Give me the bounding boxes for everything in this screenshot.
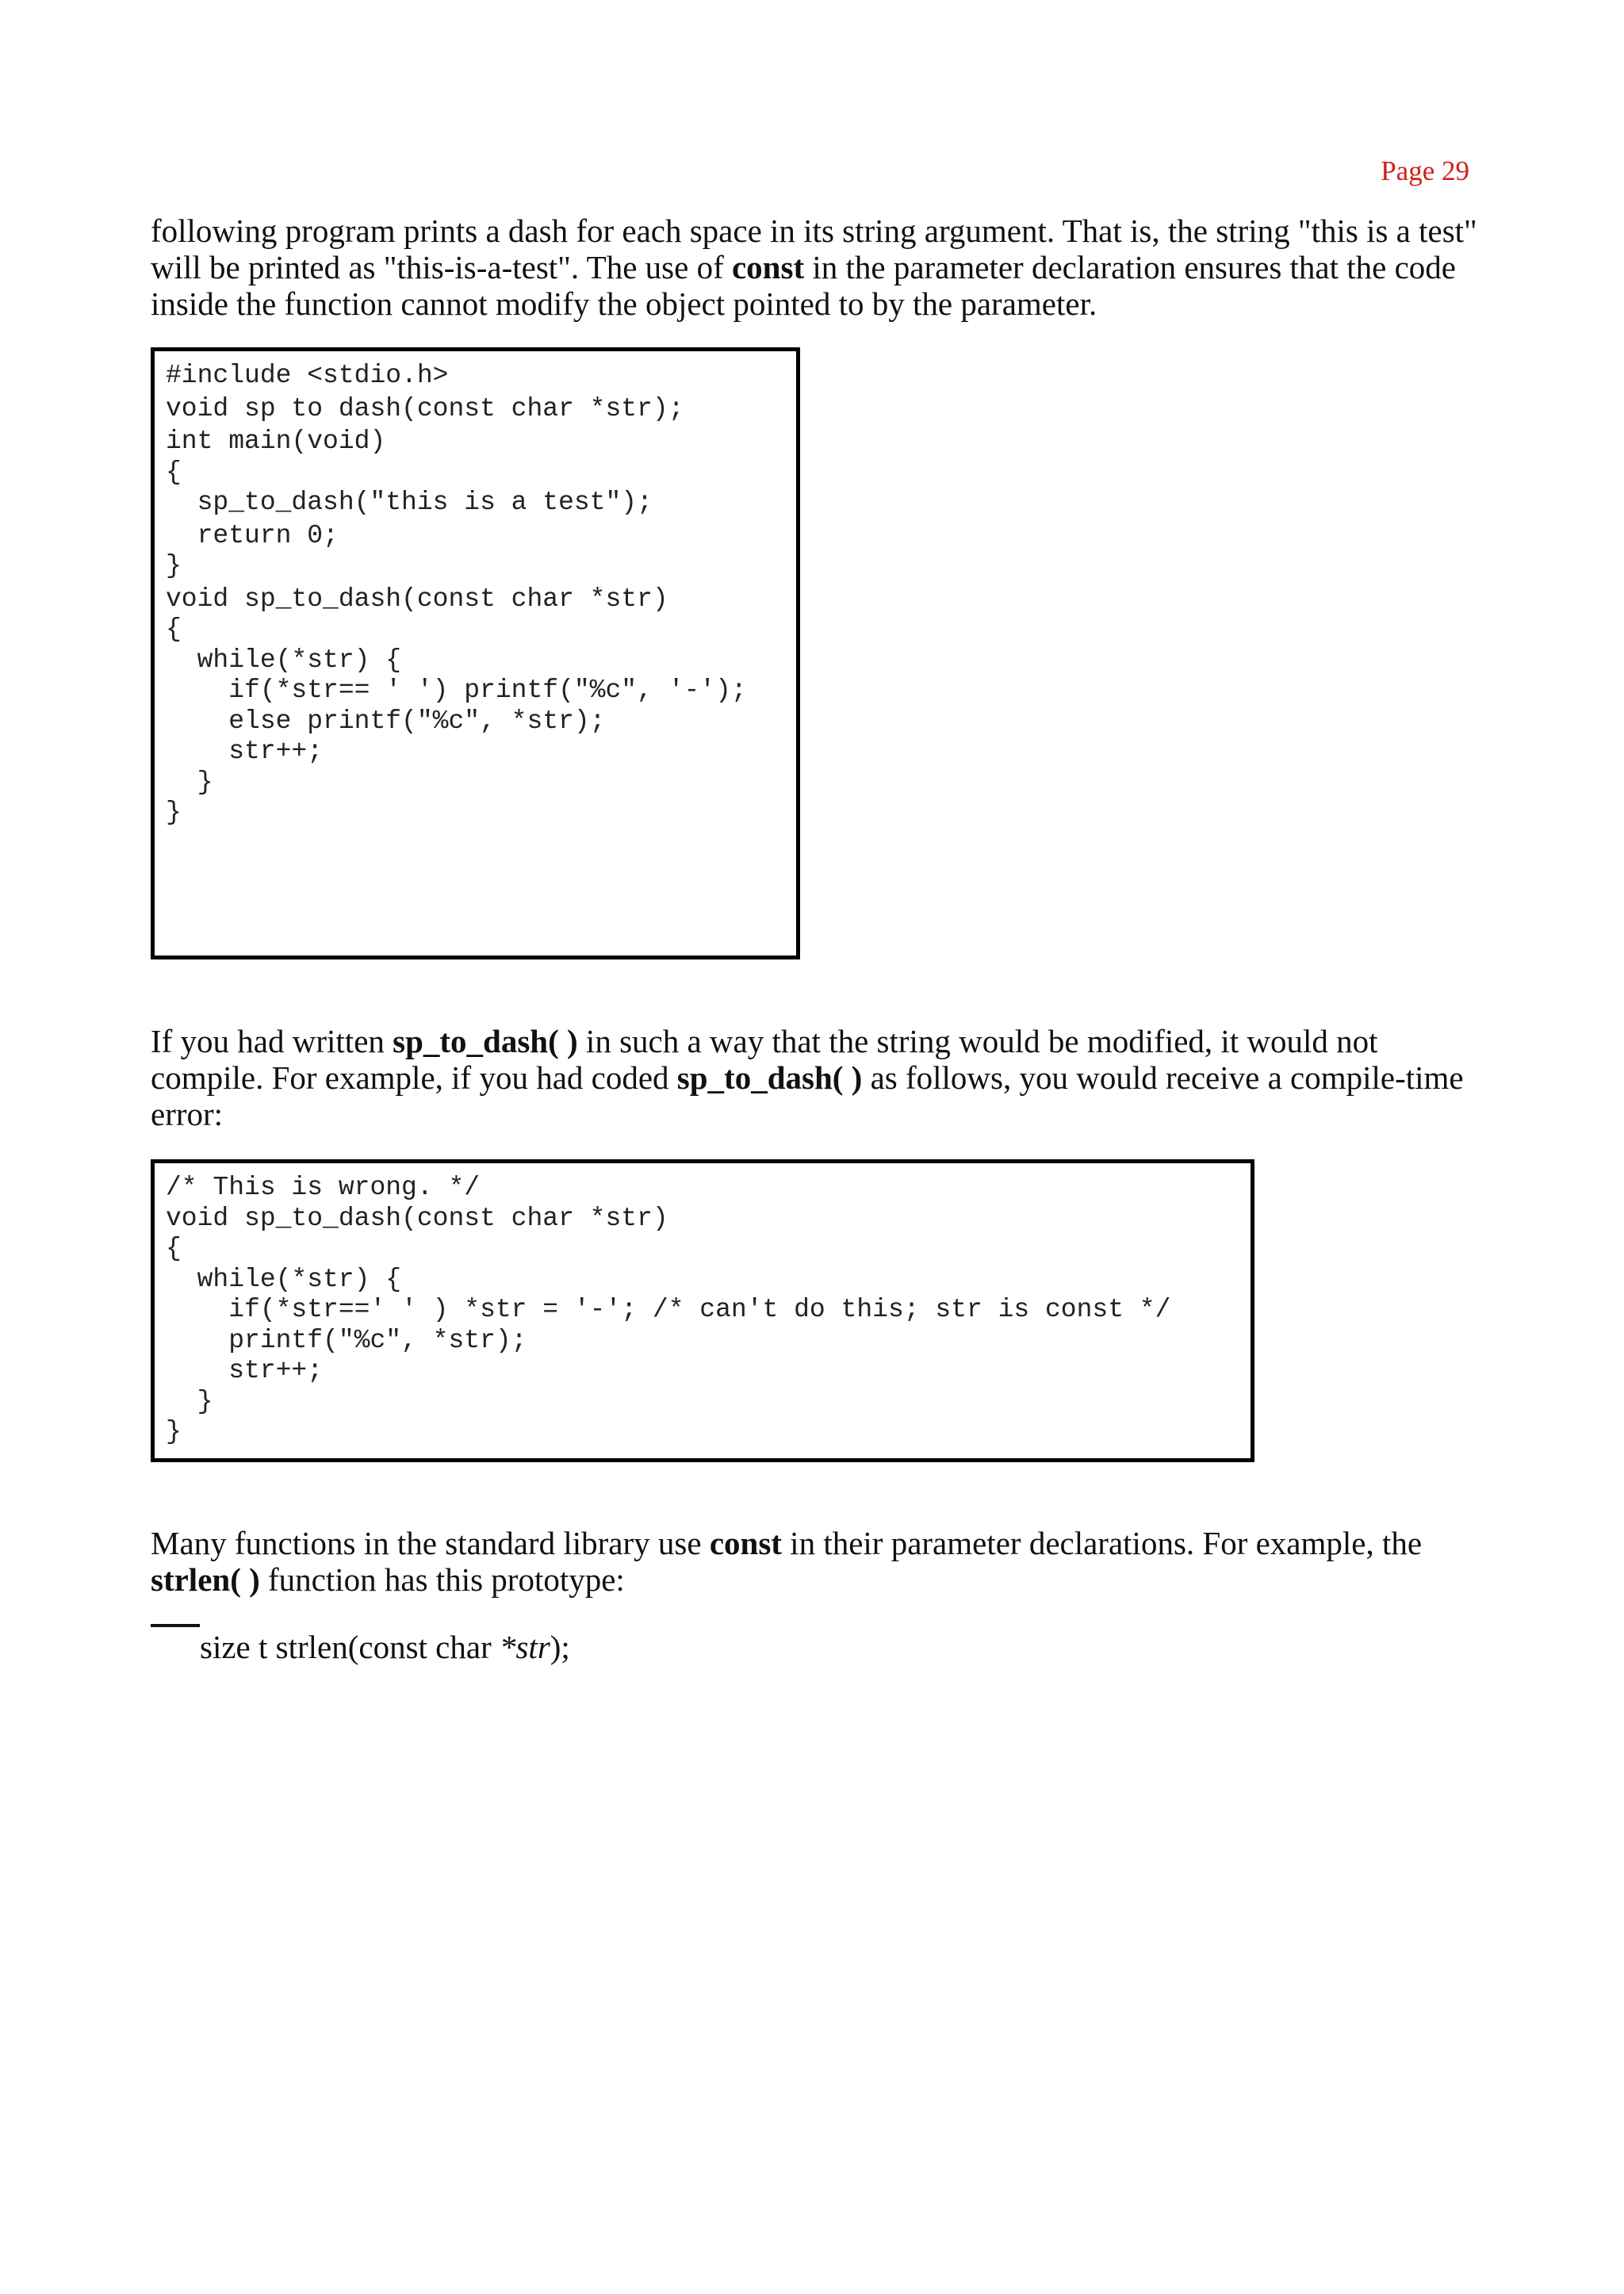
code-line: else printf("%c", *str);	[166, 706, 606, 736]
code-line: sp_to_dash("this is a test");	[166, 488, 653, 517]
para3-text-1: Many functions in the standard library use	[151, 1525, 710, 1561]
code-line: {	[166, 1234, 182, 1263]
para3-text-3: function has this prototype:	[259, 1561, 625, 1598]
code-block	[166, 361, 796, 829]
code-line: /* This is wrong. */	[166, 1173, 481, 1202]
code-line: {	[166, 457, 182, 487]
code-line: #include <stdio.h>	[166, 361, 449, 390]
code-line: void sp_to_dash(const char *str)	[166, 584, 668, 614]
intro-text-2: in the parameter declaration ensures that the code inside the function cannot modify the object pointed to by the parameter.	[151, 249, 1456, 322]
code-listing-wrong	[151, 1159, 1254, 1462]
code-listing-sp-to-dash	[151, 347, 800, 959]
intro-paragraph	[151, 213, 1491, 322]
para2-text-1: If you had written	[151, 1023, 393, 1059]
code-line: }	[166, 551, 182, 580]
intro-text-1: following program prints a dash for each space in its string argument. That is, the string "this is a test" will be printed as "this-is-a-test". The use of	[151, 213, 1477, 285]
para2-text-3: as follows, you would receive a compile-time error:	[151, 1059, 1464, 1132]
prototype-text	[200, 1629, 570, 1665]
code-line: void sp to dash(const char *str);	[166, 393, 684, 423]
function-name-sp-to-dash: sp_to_dash( )	[393, 1023, 578, 1059]
code-line: }	[166, 767, 213, 797]
code-line: if(*str==' ' ) *str = '-'; /* can't do this; str is const */	[166, 1295, 1171, 1324]
code-line: while(*str) {	[166, 1264, 402, 1294]
para3-text-2: in their parameter declarations. For example, the	[781, 1525, 1423, 1561]
code-line: return 0;	[166, 520, 339, 550]
code-line: void sp_to_dash(const char *str)	[166, 1203, 668, 1233]
code-line: str++;	[166, 1356, 324, 1385]
code-line: int main(void)	[166, 427, 386, 456]
function-name-strlen: strlen( )	[151, 1561, 260, 1598]
prototype-margin-mark	[151, 1624, 200, 1627]
keyword-const-2: const	[709, 1525, 782, 1561]
keyword-const: const	[731, 249, 805, 285]
prototype-text-2: );	[550, 1629, 570, 1665]
code-line: {	[166, 615, 182, 644]
code-line: printf("%c", *str);	[166, 1325, 527, 1355]
prototype-text-1: size t strlen(const char	[200, 1629, 500, 1665]
strlen-paragraph	[151, 1525, 1491, 1598]
page-number: Page 29	[1381, 155, 1469, 186]
function-name-sp-to-dash-2: sp_to_dash( )	[676, 1059, 863, 1096]
code-line: }	[166, 1386, 213, 1416]
para2-text-2: in such a way that the string would be modified, it would not compile. For example, if you had coded	[151, 1023, 1378, 1096]
code-block-wrong	[166, 1173, 1251, 1448]
code-line: if(*str== ' ') printf("%c", '-');	[166, 676, 747, 705]
prototype-param: *str	[499, 1629, 550, 1665]
code-line: }	[166, 1417, 182, 1446]
compile-error-paragraph	[151, 1023, 1491, 1132]
code-line: str++;	[166, 737, 324, 766]
code-line: while(*str) {	[166, 645, 402, 675]
code-line: }	[166, 798, 182, 827]
